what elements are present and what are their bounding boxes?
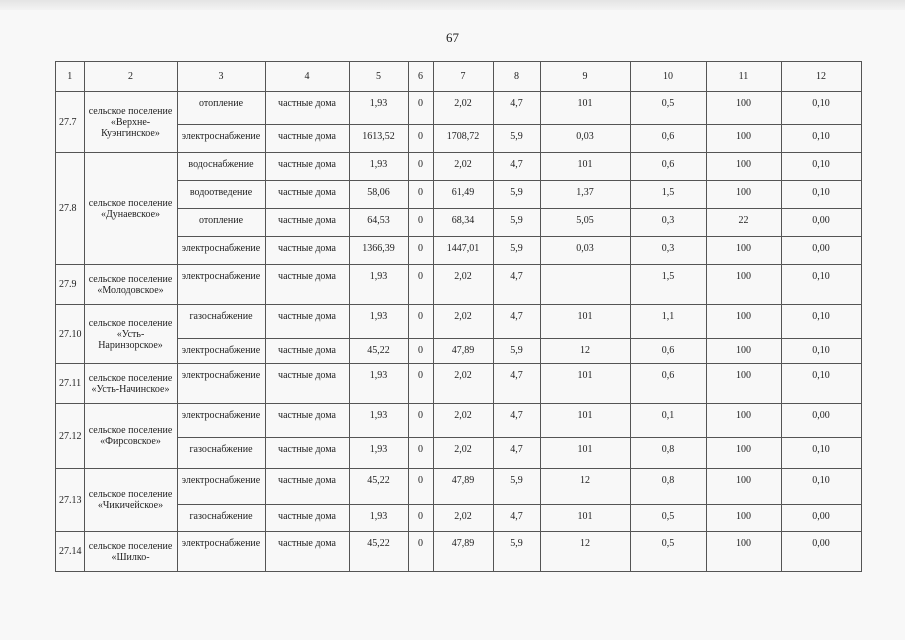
col7-cell: 2,02 bbox=[433, 265, 493, 305]
col9-cell: 101 bbox=[540, 404, 630, 438]
col5-cell: 1,93 bbox=[349, 265, 408, 305]
header-cell: 6 bbox=[408, 62, 433, 92]
header-cell: 1 bbox=[56, 62, 85, 92]
col11-cell: 100 bbox=[706, 469, 781, 505]
col5-cell: 45,22 bbox=[349, 532, 408, 572]
col12-cell: 0,00 bbox=[781, 532, 861, 572]
header-cell: 10 bbox=[630, 62, 706, 92]
col7-cell: 2,02 bbox=[433, 305, 493, 339]
item-number-cell: 27.14 bbox=[56, 532, 85, 572]
col8-cell: 4,7 bbox=[493, 404, 540, 438]
header-cell: 7 bbox=[433, 62, 493, 92]
col8-cell: 4,7 bbox=[493, 153, 540, 181]
object-type-cell: частные дома bbox=[265, 125, 349, 153]
col12-cell: 0,00 bbox=[781, 404, 861, 438]
item-number-cell: 27.8 bbox=[56, 153, 85, 265]
col6-cell: 0 bbox=[408, 125, 433, 153]
col10-cell: 0,6 bbox=[630, 364, 706, 404]
col9-cell: 101 bbox=[540, 153, 630, 181]
object-type-cell: частные дома bbox=[265, 364, 349, 404]
table-row bbox=[56, 125, 862, 153]
header-cell: 11 bbox=[706, 62, 781, 92]
object-type-cell: частные дома bbox=[265, 92, 349, 125]
col10-cell: 0,5 bbox=[630, 532, 706, 572]
col8-cell: 4,7 bbox=[493, 505, 540, 532]
item-number-cell: 27.7 bbox=[56, 92, 85, 153]
col12-cell: 0,00 bbox=[781, 209, 861, 237]
table-row bbox=[56, 181, 862, 209]
col10-cell: 0,6 bbox=[630, 339, 706, 364]
utility-service-cell: электроснабжение bbox=[177, 364, 265, 404]
table-row bbox=[56, 505, 862, 532]
col12-cell: 0,10 bbox=[781, 364, 861, 404]
object-type-cell: частные дома bbox=[265, 181, 349, 209]
col8-cell: 5,9 bbox=[493, 209, 540, 237]
table-row bbox=[56, 339, 862, 364]
col8-cell: 5,9 bbox=[493, 181, 540, 209]
col6-cell: 0 bbox=[408, 505, 433, 532]
settlement-name-cell: сельское поселение «Молодовское» bbox=[84, 265, 177, 305]
table-row bbox=[56, 469, 862, 505]
utility-service-cell: электроснабжение bbox=[177, 339, 265, 364]
table-body bbox=[56, 62, 862, 572]
col12-cell: 0,10 bbox=[781, 125, 861, 153]
settlement-name-cell: сельское поселение «Дунаевское» bbox=[84, 153, 177, 265]
settlement-name-cell: сельское поселение «Усть-Наринзорское» bbox=[84, 305, 177, 364]
col7-cell: 1447,01 bbox=[433, 237, 493, 265]
col6-cell: 0 bbox=[408, 92, 433, 125]
col6-cell: 0 bbox=[408, 404, 433, 438]
col5-cell: 64,53 bbox=[349, 209, 408, 237]
col6-cell: 0 bbox=[408, 532, 433, 572]
col9-cell: 0,03 bbox=[540, 237, 630, 265]
header-row bbox=[56, 62, 862, 92]
col7-cell: 1708,72 bbox=[433, 125, 493, 153]
utility-service-cell: электроснабжение bbox=[177, 469, 265, 505]
col12-cell: 0,10 bbox=[781, 339, 861, 364]
col9-cell: 12 bbox=[540, 339, 630, 364]
col8-cell: 4,7 bbox=[493, 305, 540, 339]
col11-cell: 100 bbox=[706, 92, 781, 125]
col11-cell: 100 bbox=[706, 339, 781, 364]
col9-cell bbox=[540, 265, 630, 305]
col5-cell: 45,22 bbox=[349, 469, 408, 505]
col8-cell: 4,7 bbox=[493, 438, 540, 469]
col10-cell: 0,6 bbox=[630, 153, 706, 181]
col9-cell: 101 bbox=[540, 305, 630, 339]
col5-cell: 1,93 bbox=[349, 92, 408, 125]
utility-service-cell: отопление bbox=[177, 209, 265, 237]
col11-cell: 100 bbox=[706, 364, 781, 404]
col9-cell: 5,05 bbox=[540, 209, 630, 237]
utility-service-cell: водоснабжение bbox=[177, 153, 265, 181]
settlement-name-cell: сельское поселение «Чикичейское» bbox=[84, 469, 177, 532]
table-row bbox=[56, 209, 862, 237]
col12-cell: 0,10 bbox=[781, 438, 861, 469]
table-row bbox=[56, 438, 862, 469]
table-row bbox=[56, 305, 862, 339]
object-type-cell: частные дома bbox=[265, 438, 349, 469]
object-type-cell: частные дома bbox=[265, 305, 349, 339]
col10-cell: 0,8 bbox=[630, 438, 706, 469]
header-cell: 5 bbox=[349, 62, 408, 92]
col7-cell: 2,02 bbox=[433, 404, 493, 438]
col12-cell: 0,10 bbox=[781, 305, 861, 339]
utility-service-cell: газоснабжение bbox=[177, 305, 265, 339]
col5-cell: 1,93 bbox=[349, 505, 408, 532]
col10-cell: 0,6 bbox=[630, 125, 706, 153]
header-cell: 12 bbox=[781, 62, 861, 92]
header-cell: 3 bbox=[177, 62, 265, 92]
scan-top-band bbox=[0, 0, 905, 10]
settlement-name-cell: сельское поселение «Шилко- bbox=[84, 532, 177, 572]
col5-cell: 1,93 bbox=[349, 305, 408, 339]
col11-cell: 100 bbox=[706, 181, 781, 209]
col12-cell: 0,10 bbox=[781, 153, 861, 181]
col7-cell: 2,02 bbox=[433, 92, 493, 125]
table-row bbox=[56, 404, 862, 438]
col11-cell: 100 bbox=[706, 265, 781, 305]
object-type-cell: частные дома bbox=[265, 153, 349, 181]
col6-cell: 0 bbox=[408, 364, 433, 404]
col11-cell: 100 bbox=[706, 305, 781, 339]
object-type-cell: частные дома bbox=[265, 505, 349, 532]
col9-cell: 12 bbox=[540, 532, 630, 572]
col10-cell: 0,8 bbox=[630, 469, 706, 505]
col7-cell: 2,02 bbox=[433, 153, 493, 181]
col11-cell: 100 bbox=[706, 505, 781, 532]
col7-cell: 68,34 bbox=[433, 209, 493, 237]
col5-cell: 1,93 bbox=[349, 364, 408, 404]
object-type-cell: частные дома bbox=[265, 237, 349, 265]
col10-cell: 0,5 bbox=[630, 92, 706, 125]
col8-cell: 4,7 bbox=[493, 364, 540, 404]
col8-cell: 4,7 bbox=[493, 92, 540, 125]
col11-cell: 100 bbox=[706, 237, 781, 265]
col8-cell: 5,9 bbox=[493, 237, 540, 265]
col11-cell: 100 bbox=[706, 438, 781, 469]
col10-cell: 0,3 bbox=[630, 209, 706, 237]
col12-cell: 0,10 bbox=[781, 265, 861, 305]
utility-service-cell: электроснабжение bbox=[177, 125, 265, 153]
item-number-cell: 27.11 bbox=[56, 364, 85, 404]
header-cell: 9 bbox=[540, 62, 630, 92]
col7-cell: 47,89 bbox=[433, 532, 493, 572]
col10-cell: 0,5 bbox=[630, 505, 706, 532]
table-row bbox=[56, 265, 862, 305]
utility-service-cell: электроснабжение bbox=[177, 265, 265, 305]
col11-cell: 100 bbox=[706, 532, 781, 572]
col12-cell: 0,00 bbox=[781, 505, 861, 532]
settlement-name-cell: сельское поселение «Верхне-Куэнгинское» bbox=[84, 92, 177, 153]
col6-cell: 0 bbox=[408, 305, 433, 339]
col6-cell: 0 bbox=[408, 181, 433, 209]
col6-cell: 0 bbox=[408, 438, 433, 469]
col10-cell: 1,1 bbox=[630, 305, 706, 339]
col7-cell: 47,89 bbox=[433, 339, 493, 364]
col5-cell: 1,93 bbox=[349, 153, 408, 181]
object-type-cell: частные дома bbox=[265, 209, 349, 237]
col6-cell: 0 bbox=[408, 469, 433, 505]
col6-cell: 0 bbox=[408, 265, 433, 305]
col7-cell: 47,89 bbox=[433, 469, 493, 505]
col12-cell: 0,10 bbox=[781, 469, 861, 505]
col9-cell: 12 bbox=[540, 469, 630, 505]
utility-service-cell: водоотведение bbox=[177, 181, 265, 209]
col7-cell: 2,02 bbox=[433, 438, 493, 469]
col10-cell: 0,3 bbox=[630, 237, 706, 265]
col12-cell: 0,10 bbox=[781, 92, 861, 125]
object-type-cell: частные дома bbox=[265, 339, 349, 364]
utility-service-cell: электроснабжение bbox=[177, 532, 265, 572]
settlement-name-cell: сельское поселение «Фирсовское» bbox=[84, 404, 177, 469]
col10-cell: 0,1 bbox=[630, 404, 706, 438]
col9-cell: 101 bbox=[540, 364, 630, 404]
col6-cell: 0 bbox=[408, 339, 433, 364]
object-type-cell: частные дома bbox=[265, 265, 349, 305]
col8-cell: 5,9 bbox=[493, 532, 540, 572]
col8-cell: 5,9 bbox=[493, 339, 540, 364]
col11-cell: 100 bbox=[706, 404, 781, 438]
data-table bbox=[55, 61, 862, 572]
col9-cell: 101 bbox=[540, 438, 630, 469]
utility-service-cell: электроснабжение bbox=[177, 404, 265, 438]
col7-cell: 61,49 bbox=[433, 181, 493, 209]
col6-cell: 0 bbox=[408, 153, 433, 181]
col5-cell: 1366,39 bbox=[349, 237, 408, 265]
utility-service-cell: отопление bbox=[177, 92, 265, 125]
col11-cell: 100 bbox=[706, 153, 781, 181]
col6-cell: 0 bbox=[408, 237, 433, 265]
col9-cell: 101 bbox=[540, 92, 630, 125]
page-number: 67 bbox=[446, 30, 459, 45]
header-cell: 8 bbox=[493, 62, 540, 92]
col7-cell: 2,02 bbox=[433, 364, 493, 404]
col10-cell: 1,5 bbox=[630, 181, 706, 209]
col11-cell: 22 bbox=[706, 209, 781, 237]
utility-service-cell: электроснабжение bbox=[177, 237, 265, 265]
col7-cell: 2,02 bbox=[433, 505, 493, 532]
col9-cell: 101 bbox=[540, 505, 630, 532]
object-type-cell: частные дома bbox=[265, 404, 349, 438]
col11-cell: 100 bbox=[706, 125, 781, 153]
table-row bbox=[56, 532, 862, 572]
object-type-cell: частные дома bbox=[265, 469, 349, 505]
col10-cell: 1,5 bbox=[630, 265, 706, 305]
item-number-cell: 27.13 bbox=[56, 469, 85, 532]
object-type-cell: частные дома bbox=[265, 532, 349, 572]
item-number-cell: 27.12 bbox=[56, 404, 85, 469]
header-cell: 2 bbox=[84, 62, 177, 92]
col8-cell: 5,9 bbox=[493, 469, 540, 505]
col5-cell: 58,06 bbox=[349, 181, 408, 209]
utility-service-cell: газоснабжение bbox=[177, 505, 265, 532]
item-number-cell: 27.9 bbox=[56, 265, 85, 305]
col5-cell: 1,93 bbox=[349, 404, 408, 438]
col5-cell: 1613,52 bbox=[349, 125, 408, 153]
header-cell: 4 bbox=[265, 62, 349, 92]
table-row bbox=[56, 364, 862, 404]
settlement-name-cell: сельское поселение «Усть-Начинское» bbox=[84, 364, 177, 404]
col5-cell: 45,22 bbox=[349, 339, 408, 364]
table-row bbox=[56, 237, 862, 265]
col12-cell: 0,10 bbox=[781, 181, 861, 209]
col9-cell: 0,03 bbox=[540, 125, 630, 153]
col5-cell: 1,93 bbox=[349, 438, 408, 469]
col9-cell: 1,37 bbox=[540, 181, 630, 209]
col8-cell: 5,9 bbox=[493, 125, 540, 153]
table-row bbox=[56, 153, 862, 181]
col6-cell: 0 bbox=[408, 209, 433, 237]
col12-cell: 0,00 bbox=[781, 237, 861, 265]
utility-service-cell: газоснабжение bbox=[177, 438, 265, 469]
table-row bbox=[56, 92, 862, 125]
col8-cell: 4,7 bbox=[493, 265, 540, 305]
item-number-cell: 27.10 bbox=[56, 305, 85, 364]
